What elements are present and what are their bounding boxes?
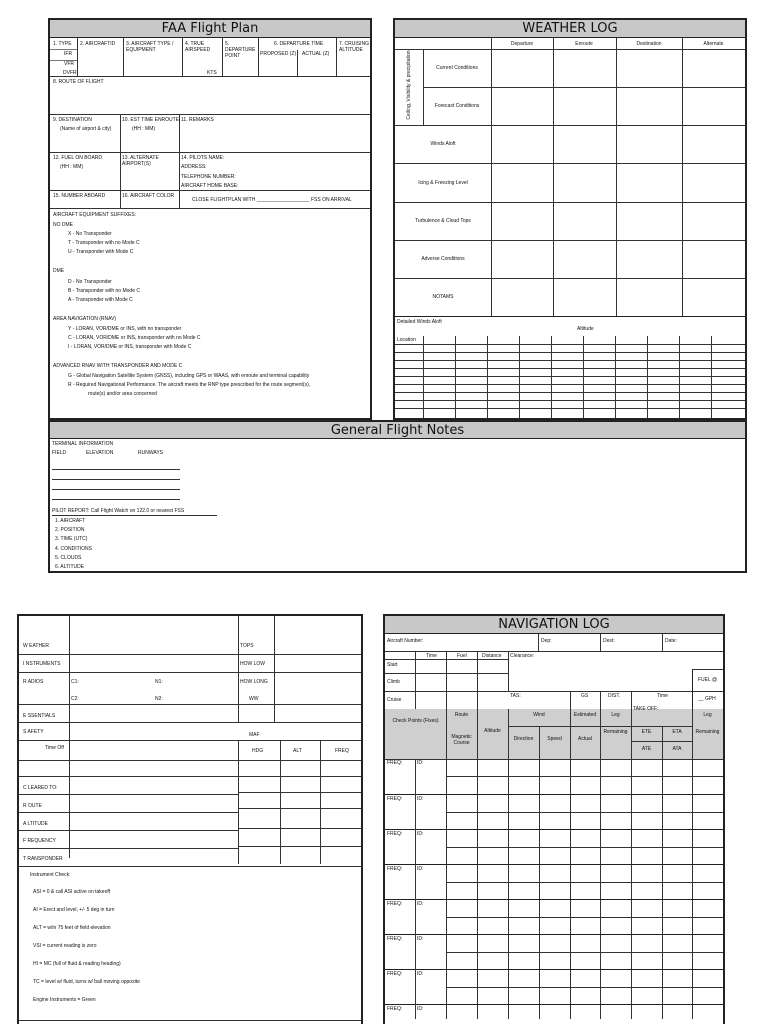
wx-row-turbulence: Turbulence & Cloud Tops <box>415 218 471 224</box>
check-ai: AI = Erect and level, +/- 5 deg in turn <box>33 907 115 913</box>
pirep-item-2: 2. POSITION <box>55 527 85 533</box>
estimated-header: Estimated <box>573 712 597 718</box>
alt-label: ALT <box>293 748 302 754</box>
field-6b: ACTUAL (Z) <box>302 51 330 57</box>
suffix-u: U - Transponder with Mode C <box>68 249 134 255</box>
wx-col-enroute: Enroute <box>575 41 593 47</box>
navigation-log <box>383 614 725 1024</box>
a-altitude: A LTITUDE <box>23 821 48 827</box>
wind-header: Wind <box>533 712 545 718</box>
type-vfr[interactable]: VFR <box>64 61 74 67</box>
suffix-r: R - Required Navigational Performance. The aircraft meets the RNP type prescribed for the route segment(s), <box>68 382 311 388</box>
general-flight-notes <box>48 420 747 573</box>
time-label: Time <box>657 693 668 699</box>
field-4-unit: KTS <box>207 70 217 76</box>
cp4-freq: FREQ: <box>387 866 403 872</box>
field-13: 13. ALTERNATE AIRPORT(S) <box>122 155 159 167</box>
cp3-id: ID: <box>417 831 424 837</box>
ate-header: ATE <box>641 746 652 752</box>
suffix-r-cont: route(s) and/or area concerned <box>88 391 157 397</box>
pirep-item-5: 5. CLOUDS <box>55 555 82 561</box>
cp4-id: ID: <box>417 866 424 872</box>
field-10: 10. EST TIME ENROUTE <box>122 117 180 123</box>
r-radios: R ADIOS <box>23 679 44 685</box>
tops-label: TOPS <box>240 643 254 649</box>
cp3-freq: FREQ: <box>387 831 403 837</box>
climb-row: Climb <box>387 679 400 685</box>
tas-label: TAS: <box>510 693 521 699</box>
suffix-a: A - Transponder with Mode C <box>68 297 133 303</box>
cp8-freq: FREQ: <box>387 1006 403 1012</box>
clearance-label: Clearance: <box>510 653 535 659</box>
wx-row-icing: Icing & Freezing Level <box>418 180 468 186</box>
field-1: 1. TYPE <box>53 41 72 47</box>
field-5: 5. DEPARTURE POINT <box>225 41 256 59</box>
t-transponder: T RANSPONDER <box>23 856 63 862</box>
cp6-id: ID: <box>417 936 424 942</box>
c2-label: C2: <box>71 696 79 702</box>
date-label: Date: <box>665 638 677 644</box>
suffix-i: I - LORAN, VOR/DME or INS, transponder with Mode C <box>68 344 192 350</box>
fuel-col: Fuel <box>457 653 467 659</box>
wx-row-forecast: Forecast Conditions <box>434 103 480 109</box>
type-ifr[interactable]: IFR <box>64 51 73 57</box>
pirep-item-6: 6. ALTITUDE <box>55 564 85 570</box>
type-dvfr[interactable]: DVFR <box>63 70 77 76</box>
pirep-item-4: 4. CONDITIONS <box>55 546 92 552</box>
weather-title: WEATHER LOG <box>395 20 745 38</box>
field-label: FIELD <box>52 450 67 456</box>
suffix-c: C - LORAN, VOR/DME or INS, transponder with no Mode C <box>68 335 201 341</box>
actual-header: Actual <box>578 736 592 742</box>
field-14: 14. PILOTS NAME: <box>181 155 225 161</box>
wx-row-adverse: Adverse Conditions <box>421 256 465 262</box>
hdg-label: HDG <box>252 748 264 754</box>
cp7-id: ID: <box>417 971 424 977</box>
area-nav-heading: AREA NAVIGATION (RNAV) <box>53 316 117 322</box>
time-off-label: Time Off <box>45 745 64 751</box>
cp7-freq: FREQ: <box>387 971 403 977</box>
eta-header: ETA <box>672 729 682 735</box>
suffix-x: X - No Transponder <box>68 231 112 237</box>
altitude-header: Altitude <box>484 728 501 734</box>
field-9: 9. DESTINATION <box>53 117 92 123</box>
gs-label: GS <box>581 693 589 699</box>
gph-label: __ GPH <box>698 696 716 702</box>
speed-header: Speed <box>547 736 562 742</box>
dist-label: DIST. <box>608 693 621 699</box>
cp5-id: ID: <box>417 901 424 907</box>
distance-col: Distance <box>482 653 502 659</box>
wires-craft-checklist <box>17 614 363 1024</box>
cp5-freq: FREQ: <box>387 901 403 907</box>
field-14-base: AIRCRAFT HOME BASE: <box>181 183 239 189</box>
weather-log <box>393 18 747 420</box>
fuel-at-label: FUEL @ <box>698 677 718 683</box>
maf-label: MAF <box>249 732 260 738</box>
field-4: 4. TRUE AIRSPEED <box>185 41 211 53</box>
suffix-b: B - Transponder with no Mode C <box>68 288 140 294</box>
faa-title: FAA Flight Plan <box>50 20 370 38</box>
magnetic-course-header: Magnetic Course <box>451 734 472 746</box>
wx-row-current: Current Conditions <box>436 65 478 71</box>
terminal-info-heading: TERMINAL INFORMATION <box>52 441 114 447</box>
altitude-label: Altitude <box>577 326 594 332</box>
route-header: Route <box>454 712 469 718</box>
field-14-address: ADDRESS: <box>181 164 207 170</box>
field-6: 6. DEPARTURE TIME <box>274 41 324 47</box>
detailed-winds-heading: Detailed Winds Aloft <box>397 319 442 325</box>
suffix-t: T - Transponder with no Mode C <box>68 240 140 246</box>
field-9-note: (Name of airport & city) <box>60 126 112 132</box>
runways-label: RUNWAYS <box>138 450 163 456</box>
advanced-rnav-heading: ADVANCED RNAV WITH TRANSPONDER AND MODE C <box>53 363 183 369</box>
check-points-header: Check Points (Fixes) <box>392 718 439 724</box>
f-frequency: F REQUENCY <box>23 838 56 844</box>
w-weather: W EATHER <box>23 643 50 649</box>
check-vsi: VSI = current reading is zero <box>33 943 97 949</box>
field-12: 12. FUEL ON BOARD <box>53 155 102 161</box>
suffixes-heading: AIRCRAFT EQUIPMENT SUFFIXES: <box>53 212 137 218</box>
field-11: 11. REMARKS <box>181 117 214 123</box>
faa-flight-plan <box>48 18 372 420</box>
cp2-freq: FREQ: <box>387 796 403 802</box>
s-safety: S AFETY <box>23 729 44 735</box>
how-low-label: HOW LOW <box>240 661 265 667</box>
instrument-check-heading: Instrument Check: <box>30 872 71 878</box>
wx-row-winds: Winds Aloft <box>430 141 456 147</box>
leg-header: Leg <box>611 712 620 718</box>
aircraft-number-label: Aircraft Number: <box>387 638 424 644</box>
check-tc: TC = level w/ fluid, turns w/ ball moving opposite <box>33 979 140 985</box>
wx-col-alternate: Alternate <box>703 41 724 47</box>
field-10-note: (HH : MM) <box>132 126 156 132</box>
take-off-label: TAKE OFF: <box>633 706 659 712</box>
dep-label: Dep: <box>541 638 552 644</box>
n1-label: N1: <box>155 679 163 685</box>
cp6-freq: FREQ: <box>387 936 403 942</box>
pirep-item-1: 1. AIRCRAFT <box>55 518 86 524</box>
cp1-id: ID: <box>417 760 424 766</box>
pirep-item-3: 3. TIME (UTC) <box>55 536 88 542</box>
pirep-heading: PILOT REPORT: Call Flight Watch on 122.0 or nearest FSS <box>52 508 185 514</box>
field-15: 15. NUMBER ABOARD <box>53 193 106 199</box>
dest-label: Dest: <box>603 638 615 644</box>
ww-label: WW <box>249 696 259 702</box>
location-label: Location <box>397 337 416 343</box>
leg2-header: Leg <box>703 712 712 718</box>
wx-row-notams: NOTAMS <box>432 294 454 300</box>
field-2: 2. AIRCRAFTID <box>80 41 116 47</box>
wx-side-label: Ceiling, Visibility & precipitation <box>406 50 412 120</box>
e-essentials: E SSENTIALS <box>23 713 56 719</box>
suffix-y: Y - LORAN, VOR/DME or INS, with no transponder <box>68 326 182 332</box>
remaining2-header: Remaining <box>695 729 720 735</box>
freq-label: FREQ <box>335 748 349 754</box>
ete-header: ETE <box>641 729 652 735</box>
nav-title: NAVIGATION LOG <box>385 616 723 634</box>
how-long-label: HOW LONG <box>240 679 268 685</box>
field-7: 7. CRUISING ALTITUDE <box>339 41 370 53</box>
n2-label: N2: <box>155 696 163 702</box>
field-16: 16. AIRCRAFT COLOR <box>122 193 175 199</box>
elevation-label: ELEVATION <box>86 450 114 456</box>
no-dme-heading: NO DME <box>53 222 73 228</box>
check-hi: HI = MC (full of fluid & reading heading) <box>33 961 121 967</box>
gfn-title: General Flight Notes <box>50 422 745 439</box>
c1-label: C1: <box>71 679 79 685</box>
dme-heading: DME <box>53 268 65 274</box>
wx-col-departure: Departure <box>510 41 534 47</box>
field-3: 3. AIRCRAFT TYPE / EQUIPMENT <box>126 41 174 53</box>
cruise-row: Cruise <box>387 697 402 703</box>
cp8-id: ID: <box>417 1006 424 1012</box>
i-instruments: I NSTRUMENTS <box>23 661 61 667</box>
check-engine: Engine Instruments = Green <box>33 997 96 1003</box>
ata-header: ATA <box>672 746 682 752</box>
wx-col-destination: Destination <box>636 41 662 47</box>
direction-header: Direction <box>513 736 534 742</box>
field-12-note: (HH : MM) <box>60 164 84 170</box>
start-row: Start <box>387 662 398 668</box>
field-6a: PROPOSED (Z) <box>260 51 297 57</box>
cp2-id: ID: <box>417 796 424 802</box>
c-cleared-to: C LEARED TO: <box>23 785 58 791</box>
time-col: Time <box>426 653 437 659</box>
suffix-g: G - Global Navigation Satellite System (GNSS), including GPS or WAAS, with enroute and terminal capability <box>68 373 310 379</box>
remaining-header: Remaining <box>603 729 628 735</box>
check-asi: ASI = 0 & call ASI active on takeoff <box>33 889 111 895</box>
field-14-phone: TELEPHONE NUMBER: <box>181 174 236 180</box>
check-alt: ALT = w/in 75 feet of field elevation <box>33 925 111 931</box>
suffix-d: D - No Transponder <box>68 279 112 285</box>
cp1-freq: FREQ: <box>387 760 403 766</box>
field-8: 8. ROUTE OF FLIGHT <box>53 79 104 85</box>
r-route: R OUTE <box>23 803 42 809</box>
field-17: CLOSE FLIGHTPLAN WITH ___________________ FSS ON ARRIVAL <box>192 197 352 203</box>
